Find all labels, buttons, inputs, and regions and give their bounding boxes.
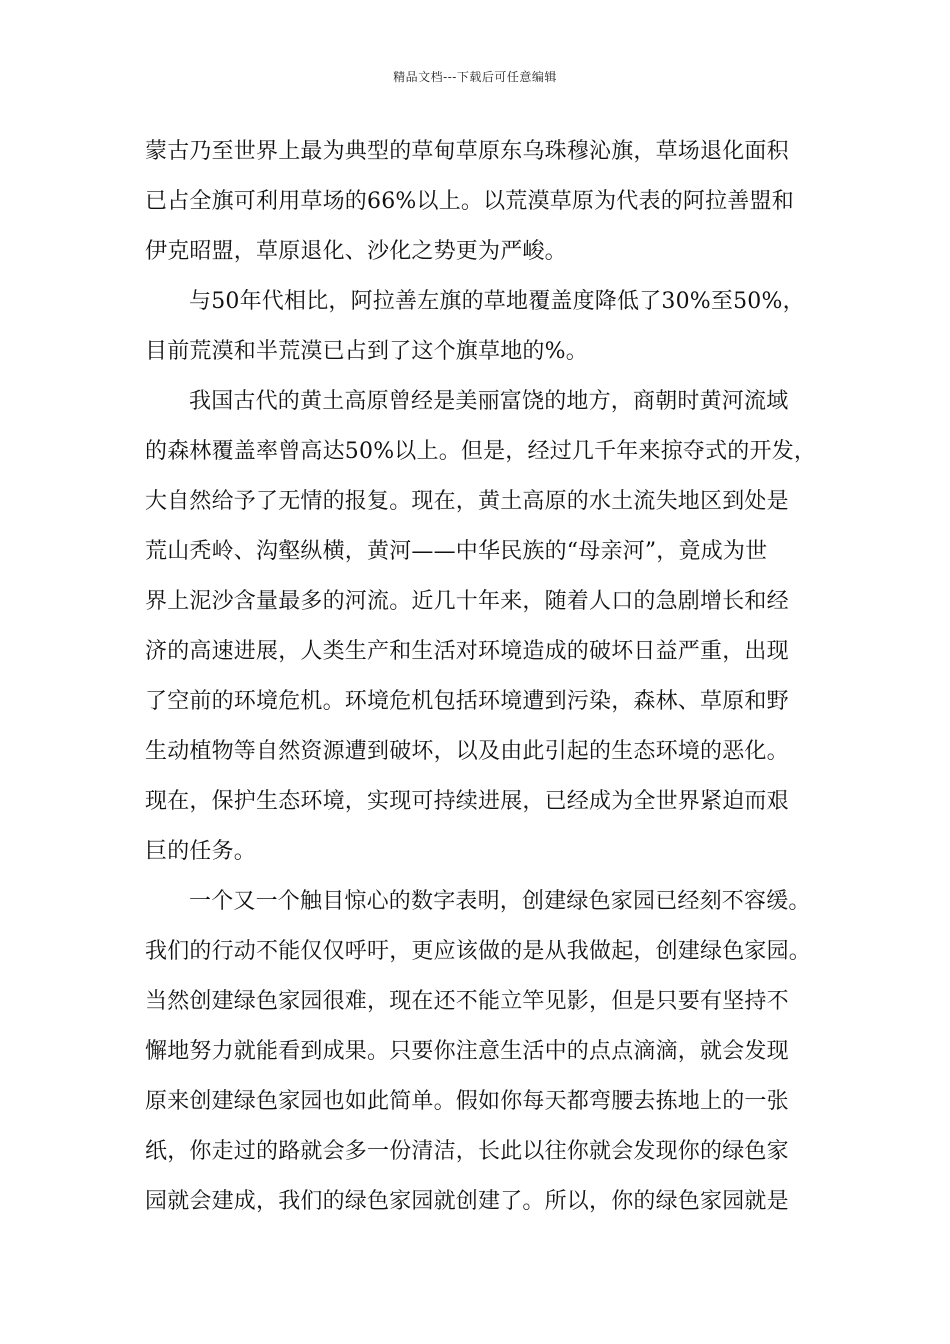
text-line: 已占全旗可利用草场的66%以上。以荒漠草原为代表的阿拉善盟和: [145, 189, 794, 214]
text-line: 我国古代的黄土高原曾经是美丽富饶的地方，商朝时黄河流域: [189, 389, 789, 414]
text-line: 界上泥沙含量最多的河流。近几十年来，随着人口的急剧增长和经: [145, 589, 789, 614]
text-line: 生动植物等自然资源遭到破坏，以及由此引起的生态环境的恶化。: [145, 739, 789, 764]
text-line: 现在，保护生态环境，实现可持续进展，已经成为全世界紧迫而艰: [145, 789, 789, 814]
text-line: 荒山秃岭、沟壑纵横，黄河——中华民族的“母亲河”，竟成为世: [145, 539, 768, 564]
text-line: 原来创建绿色家园也如此简单。假如你每天都弯腰去拣地上的一张: [145, 1089, 789, 1114]
paragraph: [145, 381, 815, 881]
text-line: 巨的任务。: [145, 839, 257, 864]
text-line: 纸，你走过的路就会多一份清洁，长此以往你就会发现你的绿色家: [145, 1139, 789, 1164]
text-line: 我们的行动不能仅仅呼吁，更应该做的是从我做起，创建绿色家园。: [145, 939, 812, 964]
paragraph: [145, 281, 815, 381]
text-line: 当然创建绿色家园很难，现在还不能立竿见影，但是只要有坚持不: [145, 989, 789, 1014]
paragraph: [145, 881, 815, 1231]
document-body: [145, 131, 815, 1231]
paragraph: [145, 131, 815, 281]
text-line: 与50年代相比，阿拉善左旗的草地覆盖度降低了30%至50%，: [189, 289, 805, 314]
text-line: 了空前的环境危机。环境危机包括环境遭到污染，森林、草原和野: [145, 689, 789, 714]
text-line: 济的高速进展，人类生产和生活对环境造成的破坏日益严重，出现: [145, 639, 789, 664]
text-line: 一个又一个触目惊心的数字表明，创建绿色家园已经刻不容缓。: [189, 889, 811, 914]
text-line: 懈地努力就能看到成果。只要你注意生活中的点点滴滴，就会发现: [145, 1039, 789, 1064]
text-line: 园就会建成，我们的绿色家园就创建了。所以，你的绿色家园就是: [145, 1189, 789, 1214]
page-header: 精品文档---下载后可任意编辑: [393, 70, 557, 84]
text-line: 的森林覆盖率曾高达50%以上。但是，经过几千年来掠夺式的开发，: [145, 439, 817, 464]
text-line: 伊克昭盟，草原退化、沙化之势更为严峻。: [145, 239, 567, 264]
text-line: 蒙古乃至世界上最为典型的草甸草原东乌珠穆沁旗，草场退化面积: [145, 139, 789, 164]
text-line: 大自然给予了无情的报复。现在，黄土高原的水土流失地区到处是: [145, 489, 789, 514]
text-line: 目前荒漠和半荒漠已占到了这个旗草地的%。: [145, 339, 588, 364]
